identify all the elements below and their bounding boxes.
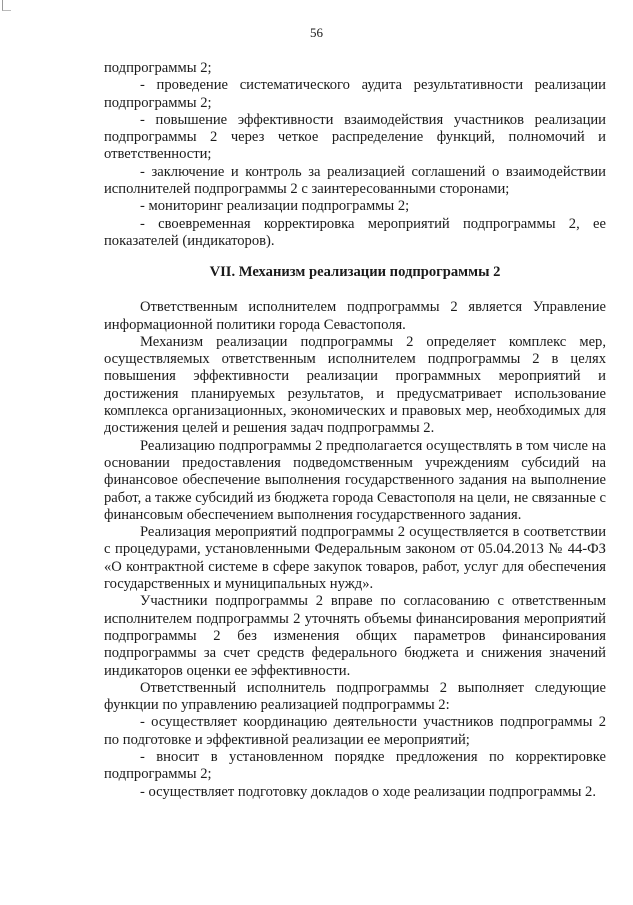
- paragraph: Ответственным исполнителем подпрограммы 2 является Управление информационной политики города Севастополя.: [104, 299, 606, 333]
- list-item: - заключение и контроль за реализацией соглашений о взаимодействии исполнителей подпрограммы 2 с заинтересованными сторонами;: [104, 163, 606, 198]
- section-heading: VII. Механизм реализации подпрограммы 2: [209, 264, 501, 281]
- paragraph: Механизм реализации подпрограммы 2 определяет комплекс мер, осуществляемых ответственным исполнителем подпрограммы 2 в целях повышения эффективности реализации программных мероприятий и достижения планируемых результатов, и предусматривает использование комплекса организационных, экономических и правовых мер, необходимых для достижения целей и решения задач подпрограммы 2.: [104, 333, 606, 437]
- list-item: - своевременная корректировка мероприятий подпрограммы 2, ее показателей (индикаторов).: [104, 215, 606, 249]
- list-item: - проведение систематического аудита результативности реализации подпрограммы 2;: [104, 77, 606, 111]
- list-item: - осуществляет подготовку докладов о ходе реализации подпрограммы 2.: [140, 783, 596, 800]
- paragraph: Ответственный исполнитель подпрограммы 2 выполняет следующие функции по управлению реализацией подпрограммы 2:: [104, 679, 606, 714]
- scan-corner-mark: [2, 0, 11, 11]
- paragraph: Реализация мероприятий подпрограммы 2 осуществляется в соответствии с процедурами, установленными Федеральным законом от 05.04.2013 № 44-ФЗ «О контрактной системе в сфере закупок товаров, работ, услуг для обеспечения государственных и муниципальных нужд».: [104, 524, 606, 593]
- paragraph: Реализацию подпрограммы 2 предполагается осуществлять в том числе на основании предоставления подведомственным учреждениям субсидий на финансовое обеспечение выполнения государственного задания на выполнение работ, а также субсидий из бюджета города Севастополя на цели, не связанные с финансовым обеспечением выполнения государственного задания.: [104, 437, 606, 523]
- paragraph: Участники подпрограммы 2 вправе по согласованию с ответственным исполнителем подпрограммы 2 уточнять объемы финансирования мероприятий подпрограммы 2 без изменения общих параметров финансирования подпрограммы за счет средств федерального бюджета и снижения значений индикаторов оценки ее эффективности.: [104, 593, 606, 679]
- list-item: - вносит в установленном порядке предложения по корректировке подпрограммы 2;: [104, 748, 606, 783]
- page-number: 56: [310, 25, 323, 40]
- paragraph: подпрограммы 2;: [104, 60, 212, 76]
- page-body: [104, 60, 606, 801]
- list-item: - повышение эффективности взаимодействия участников реализации подпрограммы 2 через четкое распределение функций, полномочий и ответственности;: [104, 111, 606, 163]
- list-item: - мониторинг реализации подпрограммы 2;: [140, 198, 410, 215]
- list-item: - осуществляет координацию деятельности участников подпрограммы 2 по подготовке и эффективной реализации ее мероприятий;: [104, 714, 606, 748]
